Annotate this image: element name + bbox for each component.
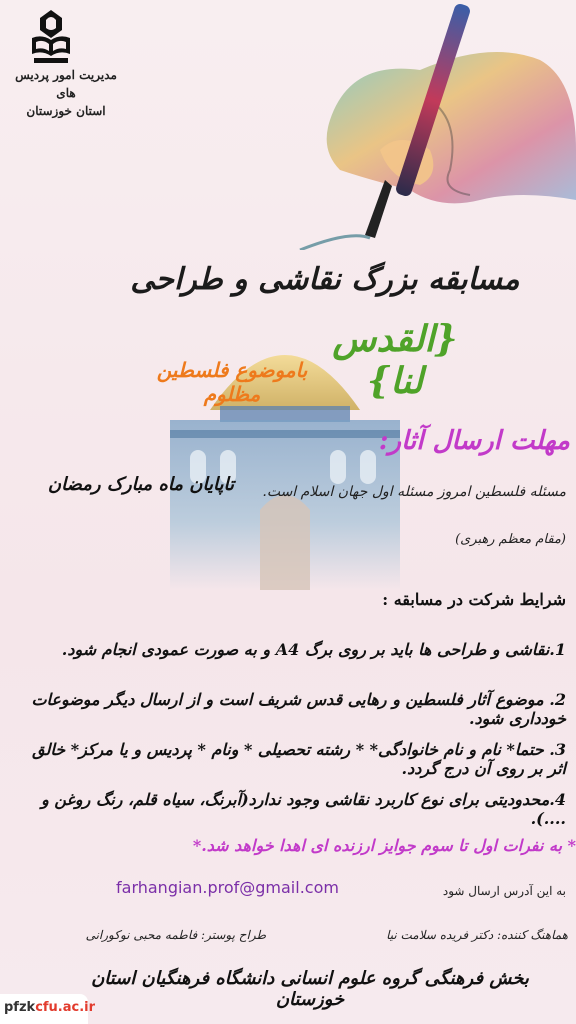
condition-item-1: 1.نقاشی و طراحی ها باید بر روی برگ A4 و به صورت عمودی انجام شود. [61,640,566,659]
prize-note: * به نفرات اول تا سوم جوایز ارزنده ای اهدا خواهد شد.* [192,836,576,855]
organization-line-1: مدیریت امور پردیس های [15,68,117,100]
designer-credit: طراح پوستر: فاطمه محبی نوکورانی [85,928,266,942]
watermark-text [4,1000,95,1015]
hand-with-pen-illustration [290,0,576,250]
competition-title: مسابقه بزرگ نقاشی و طراحی [130,262,520,297]
quote-source: (مقام معظم رهبری) [455,532,566,547]
organization-name [6,66,126,120]
condition-item-2: 2. موضوع آثار فلسطین و رهایی قدس شریف است و از ارسال دیگر موضوعات خودداری شود. [31,690,566,728]
email-label: به این آدرس ارسال شود [442,884,566,898]
deadline-value: تاپایان ماه مبارک رمضان [47,474,234,495]
organization-line-2: استان خوزستان [26,104,106,118]
watermark-part-2: cfu.ac.ir [35,1000,96,1015]
coordinator-credit: هماهنگ کننده: دکتر فریده سلامت نیا [386,928,568,942]
contact-email-link[interactable]: farhangian.prof@gmail.com [116,878,339,897]
leader-quote: مسئله فلسطین امروز مسئله اول جهان اسلام است. [262,484,566,500]
condition-item-4: 4.محدودیتی برای نوع کاربرد نقاشی وجود ندارد(آبرنگ، سیاه قلم، رنگ روغن و ....). [41,790,566,828]
subtitle-quds-lana: {القدس لنا} [332,318,458,402]
condition-item-3: 3. حتما* نام و نام خانوادگی* * رشته تحصیلی * ونام * پردیس و یا مرکز* خالق اثر بر روی آن درج گردد. [32,740,566,778]
footer-department: بخش فرهنگی گروه علوم انسانی دانشگاه فرهنگیان استان خوزستان [91,968,529,1010]
subject-text: باموضوع فلسطین مظلوم [156,358,308,406]
conditions-title: شرایط شرکت در مسابقه : [382,590,566,609]
deadline-label: مهلت ارسال آثار: [378,426,570,456]
university-book-logo-icon [28,8,74,66]
watermark-part-1: pfzk [4,1000,36,1015]
